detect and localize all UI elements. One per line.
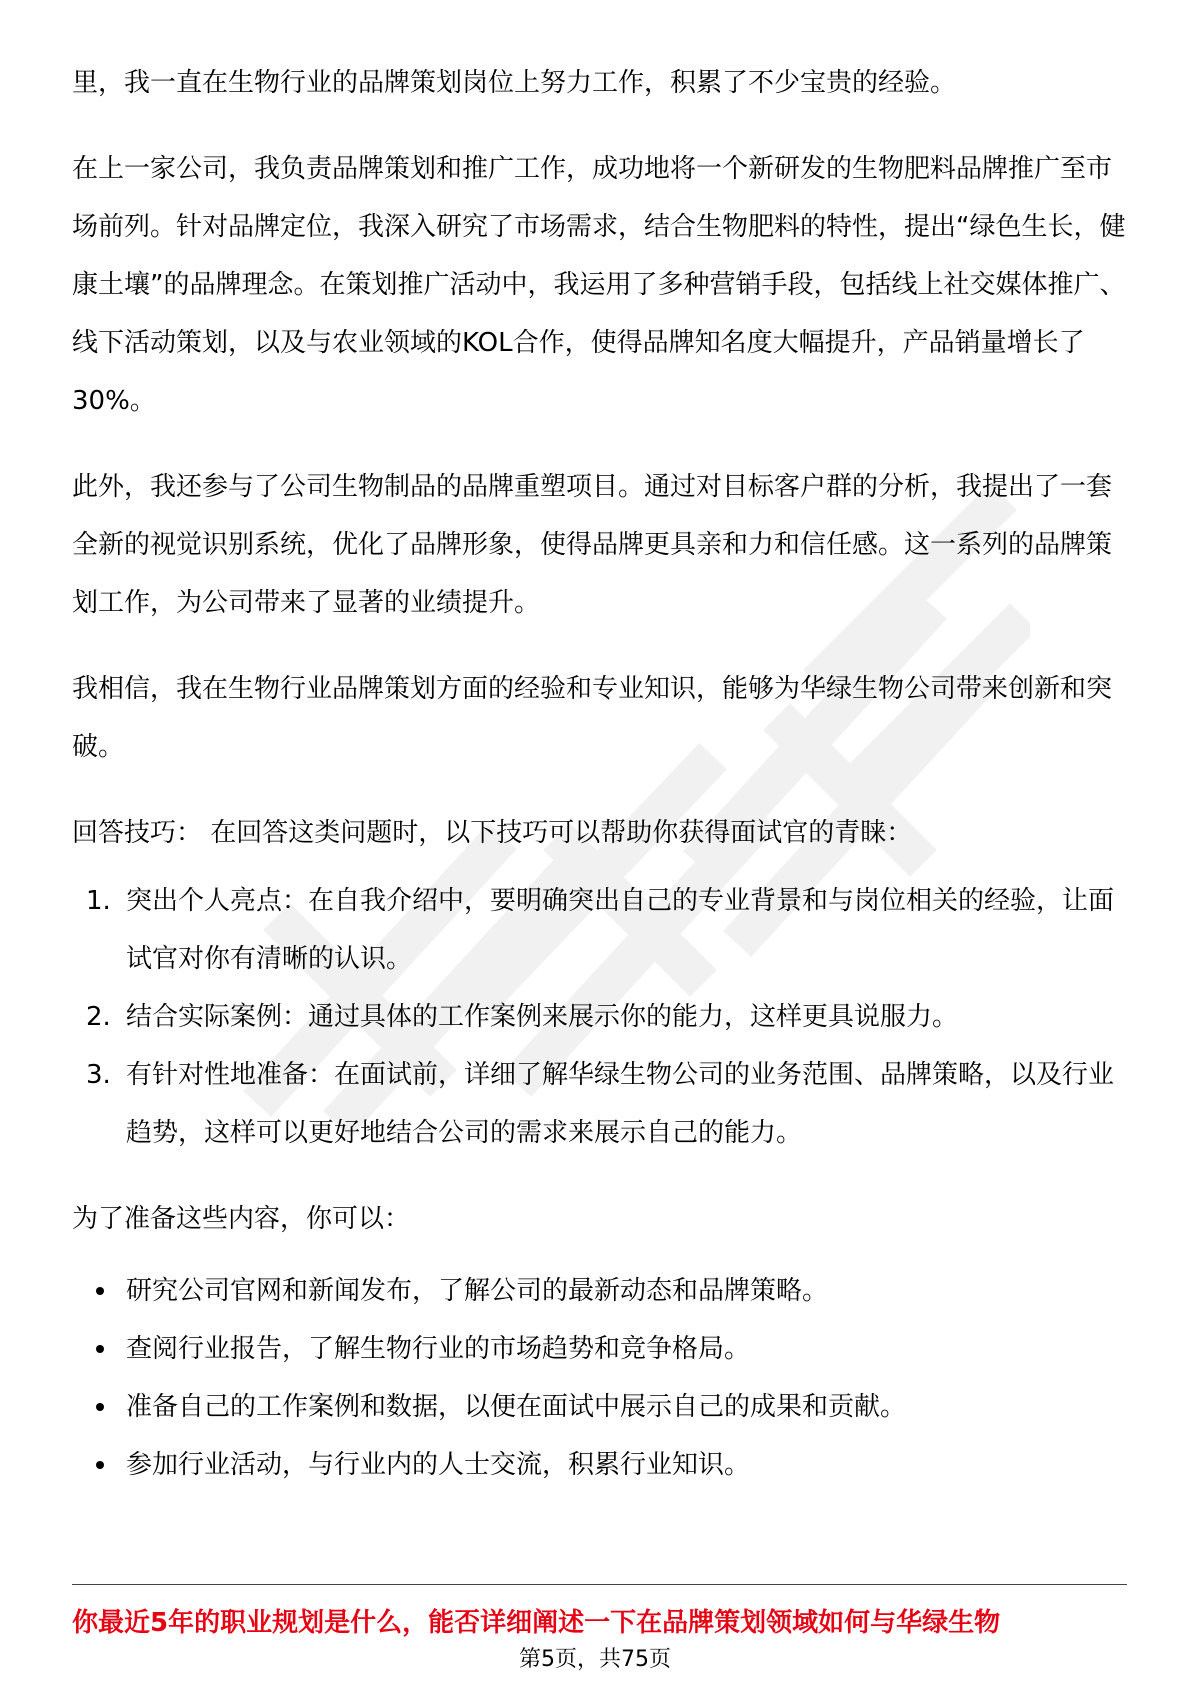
list-item <box>72 988 1127 1046</box>
list-item <box>72 1436 1127 1494</box>
list-item-text: 研究公司官网和新闻发布，了解公司的最新动态和品牌策略。 <box>126 1276 829 1306</box>
bullet-icon <box>96 1287 104 1295</box>
list-item-text: 突出个人亮点：在自我介绍中，要明确突出自己的专业背景和与岗位相关的经验，让面试官对你有清晰的认识。 <box>126 886 1115 974</box>
list-number: 1. <box>86 886 111 916</box>
list-item-text: 有针对性地准备：在面试前，详细了解华绿生物公司的业务范围、品牌策略，以及行业趋势，这样可以更好地结合公司的需求来展示自己的能力。 <box>126 1060 1115 1148</box>
preparation-heading: 为了准备这些内容，你可以： <box>72 1204 411 1234</box>
list-item <box>72 1378 1127 1436</box>
body-paragraph: 在上一家公司，我负责品牌策划和推广工作，成功地将一个新研发的生物肥料品牌推广至市场前列。针对品牌定位，我深入研究了市场需求，结合生物肥料的特性，提出“绿色生长，健康土壤”的品牌理念。在策划推广活动中，我运用了多种营销手段，包括线上社交媒体推广、线下活动策划，以及与农业领域的KOL合作，使得品牌知名度大幅提升，产品销量增长了30%。 <box>72 154 1126 416</box>
bullet-icon <box>96 1403 104 1411</box>
list-item-text: 结合实际案例：通过具体的工作案例来展示你的能力，这样更具说服力。 <box>126 1002 959 1032</box>
list-item-text: 查阅行业报告，了解生物行业的市场趋势和竞争格局。 <box>126 1334 751 1364</box>
page-number: 第5页，共75页 <box>519 1647 671 1672</box>
footer-divider <box>72 1584 1127 1585</box>
list-item-text: 参加行业活动，与行业内的人士交流，积累行业知识。 <box>126 1450 751 1480</box>
next-question-heading: 你最近5年的职业规划是什么，能否详细阐述一下在品牌策划领域如何与华绿生物 <box>72 1608 1001 1638</box>
list-item-text: 准备自己的工作案例和数据，以便在面试中展示自己的成果和贡献。 <box>126 1392 907 1422</box>
body-paragraph: 里，我一直在生物行业的品牌策划岗位上努力工作，积累了不少宝贵的经验。 <box>72 68 957 98</box>
bullet-icon <box>96 1461 104 1469</box>
list-item <box>72 1262 1127 1320</box>
answer-tips-list <box>72 872 1127 1162</box>
body-paragraph: 此外，我还参与了公司生物制品的品牌重塑项目。通过对目标客户群的分析，我提出了一套全新的视觉识别系统，优化了品牌形象，使得品牌更具亲和力和信任感。这一系列的品牌策划工作，为公司带来了显著的业绩提升。 <box>72 472 1113 618</box>
body-paragraph: 我相信，我在生物行业品牌策划方面的经验和专业知识，能够为华绿生物公司带来创新和突破。 <box>72 674 1113 762</box>
list-number: 3. <box>86 1060 111 1090</box>
list-item <box>72 1046 1127 1162</box>
bullet-icon <box>96 1345 104 1353</box>
answer-tips-heading: 回答技巧： 在回答这类问题时，以下技巧可以帮助你获得面试官的青睐： <box>72 818 913 848</box>
list-item <box>72 872 1127 988</box>
list-item <box>72 1320 1127 1378</box>
preparation-list <box>72 1262 1127 1494</box>
main-content <box>72 54 1127 1494</box>
list-number: 2. <box>86 1002 111 1032</box>
